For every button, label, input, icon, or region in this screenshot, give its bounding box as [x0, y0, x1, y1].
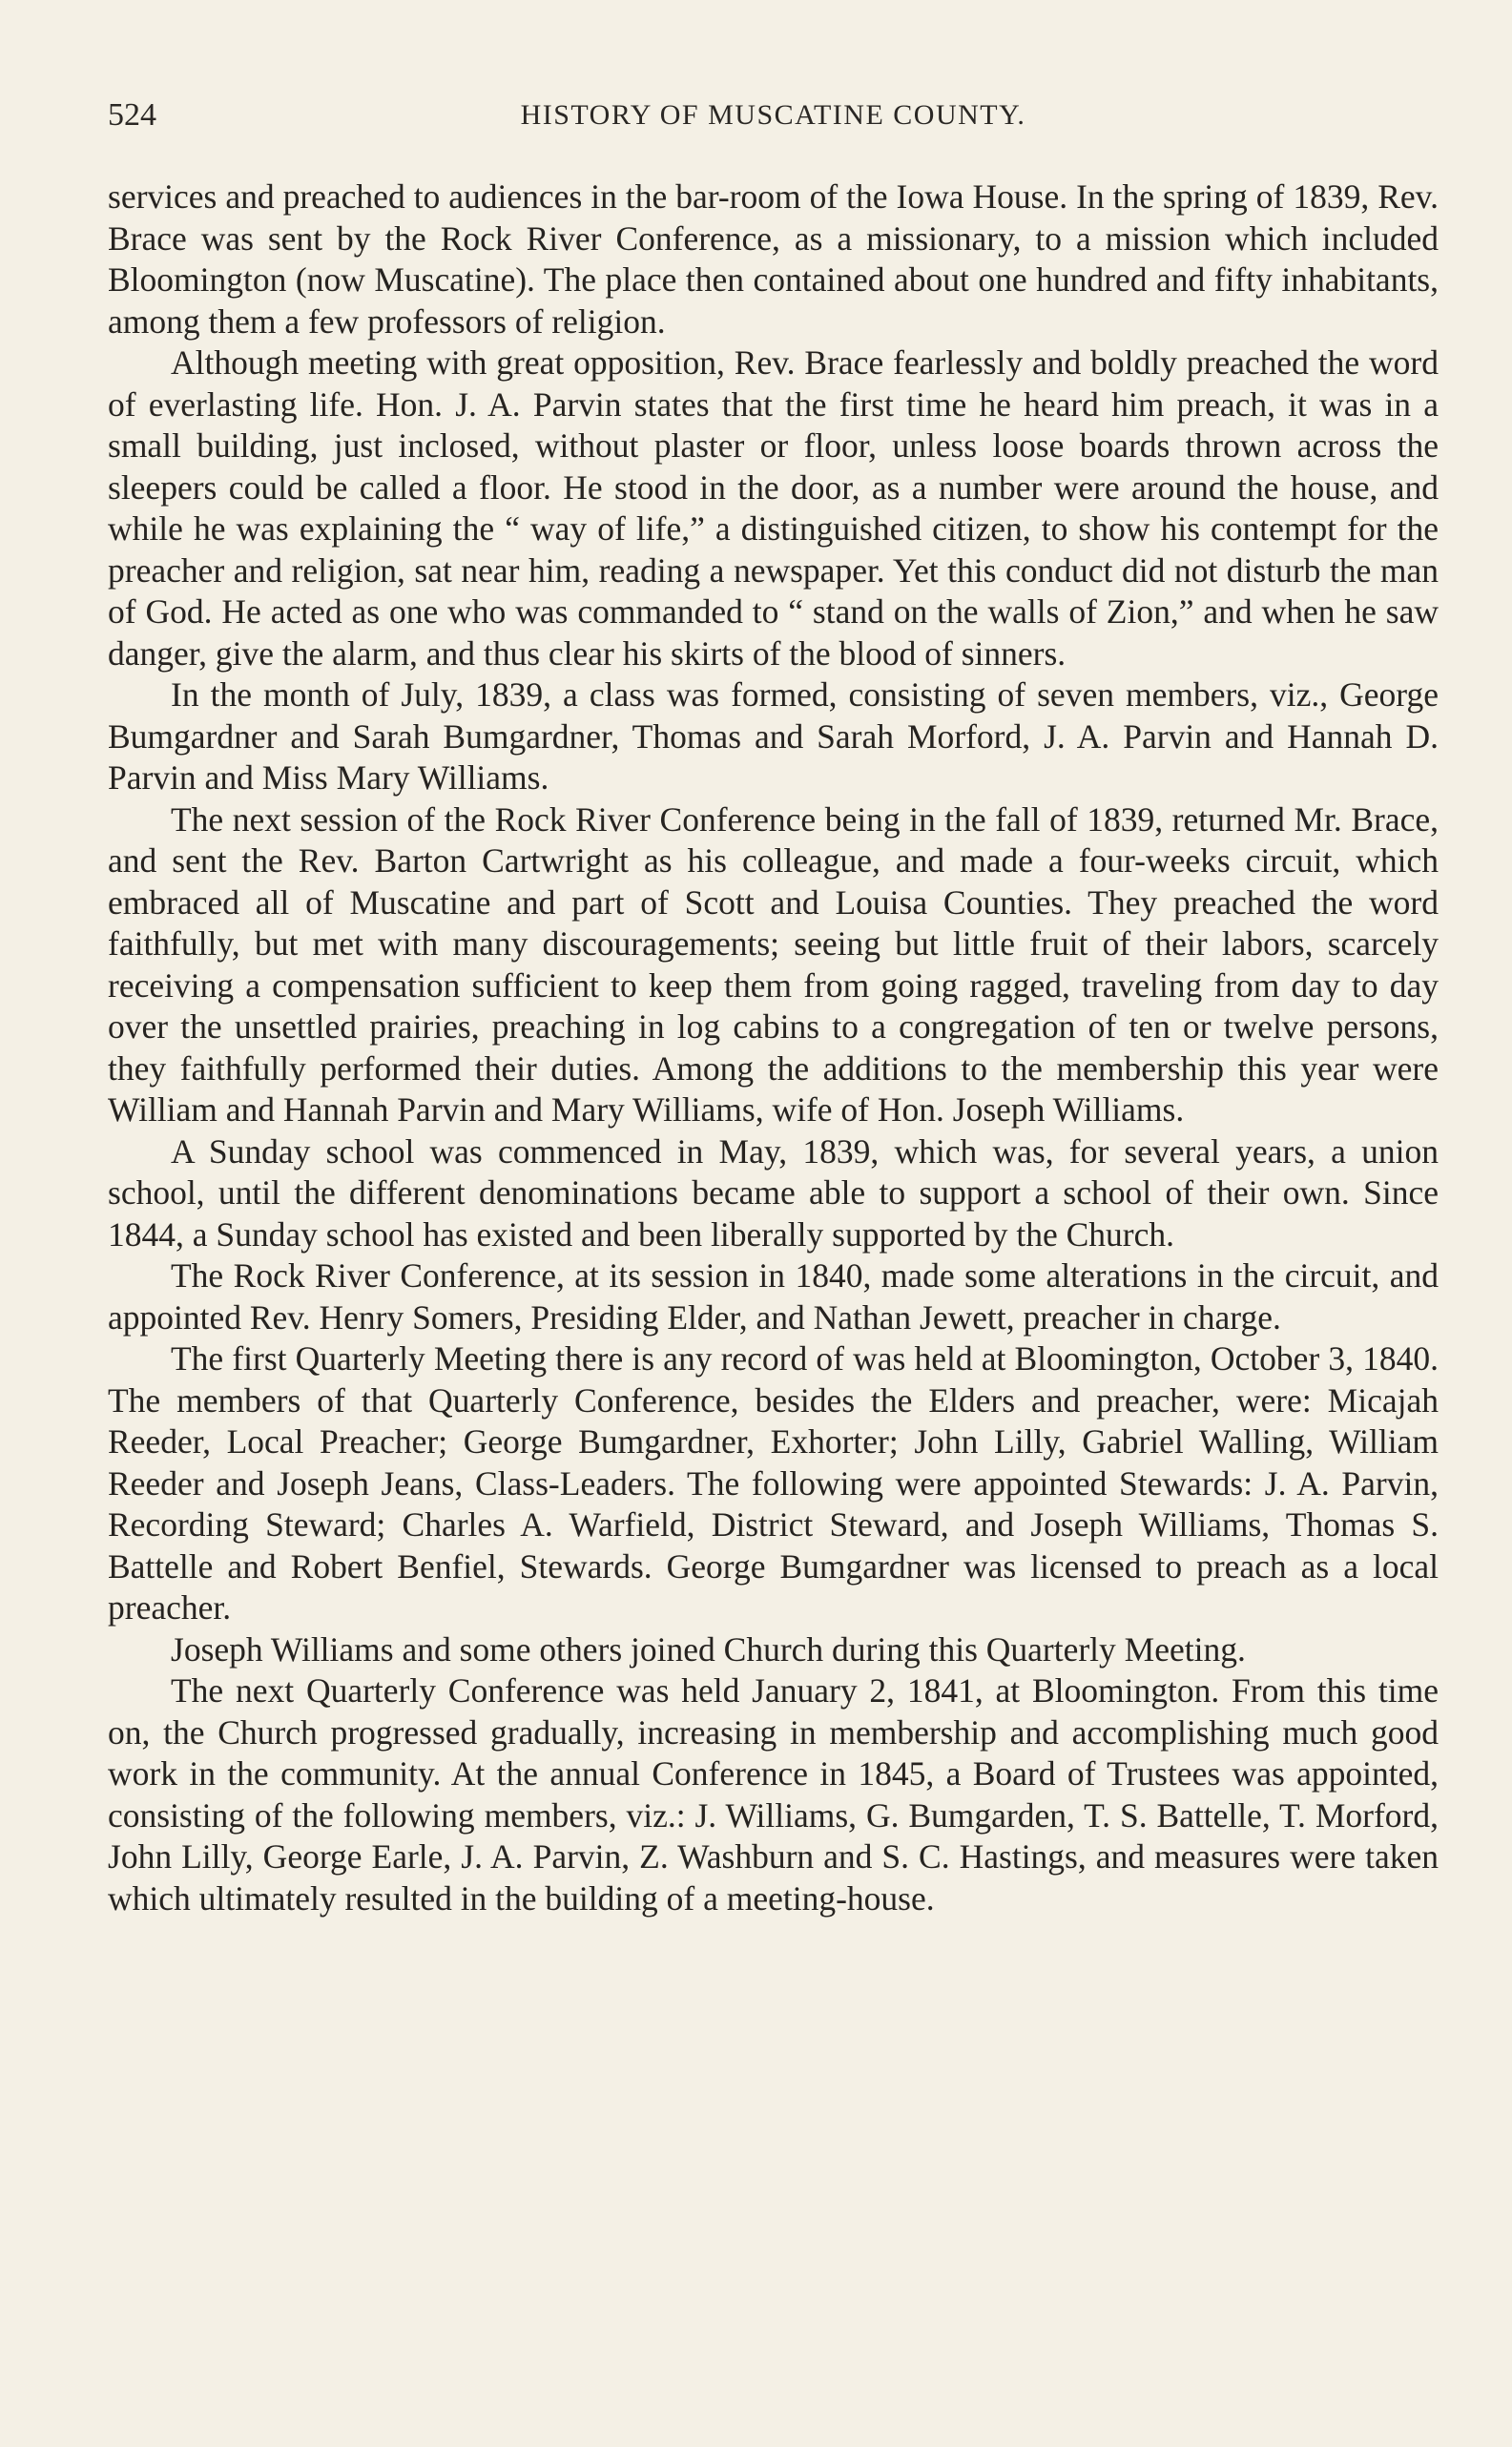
paragraph-continued: services and preached to audiences in the bar-room of the Iowa House. In the spring of 1839, Rev. Brace was sent by the Rock River Conference, as a missionary, to a mission which included Bloomington (now Muscatine). The place then contained about one hundred and fifty inhabitants, among them a few professors of religion. [108, 177, 1439, 341]
paragraph-first-quarterly-meeting: The first Quarterly Meeting there is any record of was held at Bloomington, October 3, 1840. The members of that Quarterly Conference, besides the Elders and preacher, were: Micajah Reeder, Local Preacher; George Bumgardner, Exhorter; John Lilly, Gabriel Walling, William Reeder and Joseph Jeans, Class-Leaders. The following were appointed Stewards: J. A. Parvin, Recording Steward; Charles A. Warfield, District Steward, and Joseph Williams, Thomas S. Battelle and Robert Benfiel, Stewards. George Bumgardner was licensed to preach as a local preacher. [108, 1339, 1439, 1627]
paragraph-joseph-williams-joined: Joseph Williams and some others joined Church during this Quarterly Meeting. [171, 1629, 1246, 1669]
paragraph-rev-brace-preaching: Although meeting with great opposition, Rev. Brace fearlessly and boldly preached the word of everlasting life. Hon. J. A. Parvin states that the first time he heard him preach, it was in a small building, just inclosed, without plaster or floor, unless loose boards thrown across the sleepers could be called a floor. He stood in the door, as a number were around the house, and while he was explaining the “ way of life,” a distinguished citizen, to show his contempt for the preacher and religion, sat near him, reading a newspaper. Yet this conduct did not disturb the man of God. He acted as one who was commanded to “ stand on the walls of Zion,” and when he saw danger, give the alarm, and thus clear his skirts of the blood of sinners. [108, 343, 1439, 673]
running-head [108, 92, 1439, 139]
running-title: HISTORY OF MUSCATINE COUNTY. [520, 99, 1026, 131]
paragraph-class-formed: In the month of July, 1839, a class was formed, consisting of seven members, viz., George Bumgardner and Sarah Bumgardner, Thomas and Sarah Morford, J. A. Parvin and Hannah D. Parvin and Miss Mary Williams. [108, 675, 1439, 797]
page-number: 524 [108, 97, 156, 133]
paragraph-sunday-school: A Sunday school was commenced in May, 1839, which was, for several years, a union school, until the different denominations became able to support a school of their own. Since 1844, a Sunday school has existed and been liberally supported by the Church. [108, 1131, 1439, 1254]
body-text [108, 176, 1439, 1919]
paragraph-circuit-alterations: The Rock River Conference, at its session in 1840, made some alterations in the circuit, and appointed Rev. Henry Somers, Presiding Elder, and Nathan Jewett, preacher in charge. [108, 1256, 1439, 1337]
paragraph-four-weeks-circuit: The next session of the Rock River Conference being in the fall of 1839, returned Mr. Brace, and sent the Rev. Barton Cartwright as his colleague, and made a four-weeks circuit, which embraced all of Muscatine and part of Scott and Louisa Counties. They preached the word faithfully, but met with many discouragements; seeing but little fruit of their labors, scarcely receiving a compensation sufficient to keep them from going ragged, traveling from day to day over the unsettled prairies, preaching in log cabins to a congregation of ten or twelve persons, they faithfully performed their duties. Among the additions to the membership this year were William and Hannah Parvin and Mary Williams, wife of Hon. Joseph Williams. [108, 799, 1439, 1129]
paragraph-board-of-trustees: The next Quarterly Conference was held January 2, 1841, at Bloomington. From this time on, the Church progressed gradually, increasing in membership and accomplishing much good work in the community. At the annual Conference in 1845, a Board of Trustees was appointed, consisting of the following members, viz.: J. Williams, G. Bumgarden, T. S. Battelle, T. Morford, John Lilly, George Earle, J. A. Parvin, Z. Washburn and S. C. Hastings, and measures were taken which ultimately resulted in the building of a meeting-house. [108, 1671, 1439, 1918]
